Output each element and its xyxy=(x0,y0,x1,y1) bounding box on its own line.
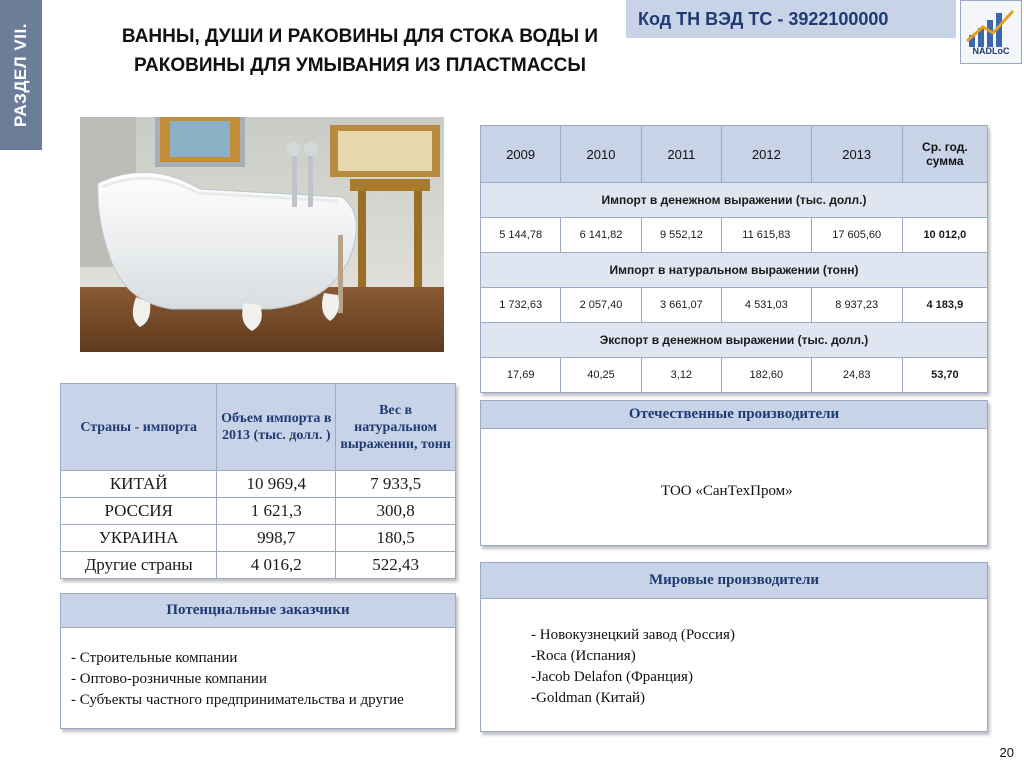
page-number: 20 xyxy=(999,745,1014,760)
value-cell: 40,25 xyxy=(561,358,641,393)
avg-value-cell: 4 183,9 xyxy=(902,288,987,323)
nadloc-logo xyxy=(960,0,1022,64)
section-header-row xyxy=(481,323,988,358)
value-cell: 182,60 xyxy=(722,358,812,393)
world-list xyxy=(481,599,987,709)
table-row xyxy=(481,288,988,323)
section-title: Импорт в денежном выражении (тыс. долл.) xyxy=(481,183,988,218)
avg-value-cell: 53,70 xyxy=(902,358,987,393)
country-cell: КИТАЙ xyxy=(61,471,217,498)
list-item: - Строительные компании xyxy=(71,650,238,666)
section-title: Импорт в натуральном выражении (тонн) xyxy=(481,253,988,288)
bathtub-photo xyxy=(80,117,444,352)
list-item: - Субъекты частного предпринимательства и другие xyxy=(71,692,404,708)
value-cell: 2 057,40 xyxy=(561,288,641,323)
title-line-1: ВАННЫ, ДУШИ И РАКОВИНЫ ДЛЯ СТОКА ВОДЫ И xyxy=(121,26,599,47)
avg-header-line-1: Ср. год. xyxy=(922,140,968,154)
avg-header-cell xyxy=(902,126,987,183)
weight-cell: 180,5 xyxy=(336,525,456,552)
panel-title: Мировые производители xyxy=(481,563,987,599)
value-cell: 11 615,83 xyxy=(722,218,812,253)
value-cell: 1 732,63 xyxy=(481,288,561,323)
value-cell: 4 531,03 xyxy=(722,288,812,323)
list-item: -Roca (Испания) xyxy=(531,648,636,664)
domestic-producers-panel xyxy=(480,400,988,546)
panel-title: Потенциальные заказчики xyxy=(61,594,455,628)
years-header-row xyxy=(481,126,988,183)
table-row xyxy=(61,525,456,552)
table-row xyxy=(481,358,988,393)
section-header-row xyxy=(481,183,988,218)
volume-cell: 998,7 xyxy=(217,525,336,552)
volume-cell: 10 969,4 xyxy=(217,471,336,498)
value-cell: 17 605,60 xyxy=(811,218,902,253)
list-item: ТОО «СанТехПром» xyxy=(661,483,793,499)
value-cell: 5 144,78 xyxy=(481,218,561,253)
volume-cell: 4 016,2 xyxy=(217,552,336,579)
value-cell: 24,83 xyxy=(811,358,902,393)
domestic-list xyxy=(481,429,987,502)
table-row xyxy=(481,218,988,253)
table-header-row xyxy=(61,384,456,471)
stats-table xyxy=(480,125,988,393)
list-item: - Новокузнецкий завод (Россия) xyxy=(531,627,735,643)
section-title: Экспорт в денежном выражении (тыс. долл.) xyxy=(481,323,988,358)
import-countries-table xyxy=(60,383,456,579)
value-cell: 8 937,23 xyxy=(811,288,902,323)
panel-title: Отечественные производители xyxy=(481,401,987,429)
country-cell: РОССИЯ xyxy=(61,498,217,525)
avg-header-line-2: сумма xyxy=(926,154,964,168)
year-cell: 2011 xyxy=(641,126,721,183)
world-producers-panel xyxy=(480,562,988,732)
value-cell: 17,69 xyxy=(481,358,561,393)
title-line-2: РАКОВИНЫ ДЛЯ УМЫВАНИЯ ИЗ ПЛАСТМАССЫ xyxy=(134,55,586,76)
country-cell: Другие страны xyxy=(61,552,217,579)
logo-text: NADLoC xyxy=(972,46,1010,56)
weight-cell: 300,8 xyxy=(336,498,456,525)
customers-list xyxy=(61,628,455,711)
table-row xyxy=(61,498,456,525)
section-header-row xyxy=(481,253,988,288)
page-title xyxy=(100,22,620,80)
potential-customers-panel xyxy=(60,593,456,729)
list-item: - Оптово-розничные компании xyxy=(71,671,267,687)
year-cell: 2012 xyxy=(722,126,812,183)
value-cell: 6 141,82 xyxy=(561,218,641,253)
weight-cell: 522,43 xyxy=(336,552,456,579)
table-row xyxy=(61,552,456,579)
value-cell: 3 661,07 xyxy=(641,288,721,323)
year-cell: 2009 xyxy=(481,126,561,183)
list-item: -Goldman (Китай) xyxy=(531,690,646,706)
column-header: Страны - импорта xyxy=(61,384,217,471)
section-tab xyxy=(0,0,42,150)
avg-value-cell: 10 012,0 xyxy=(902,218,987,253)
year-cell: 2013 xyxy=(811,126,902,183)
table-row xyxy=(61,471,456,498)
volume-cell: 1 621,3 xyxy=(217,498,336,525)
list-item: -Jacob Delafon (Франция) xyxy=(531,669,693,685)
tnved-code-label: Код ТН ВЭД ТС - 3922100000 xyxy=(626,0,956,38)
section-label: РАЗДЕЛ VII. xyxy=(11,23,30,127)
year-cell: 2010 xyxy=(561,126,641,183)
column-header: Объем импорта в 2013 (тыс. долл. ) xyxy=(217,384,336,471)
column-header: Вес в натуральном выражении, тонн xyxy=(336,384,456,471)
country-cell: УКРАИНА xyxy=(61,525,217,552)
value-cell: 9 552,12 xyxy=(641,218,721,253)
weight-cell: 7 933,5 xyxy=(336,471,456,498)
value-cell: 3,12 xyxy=(641,358,721,393)
